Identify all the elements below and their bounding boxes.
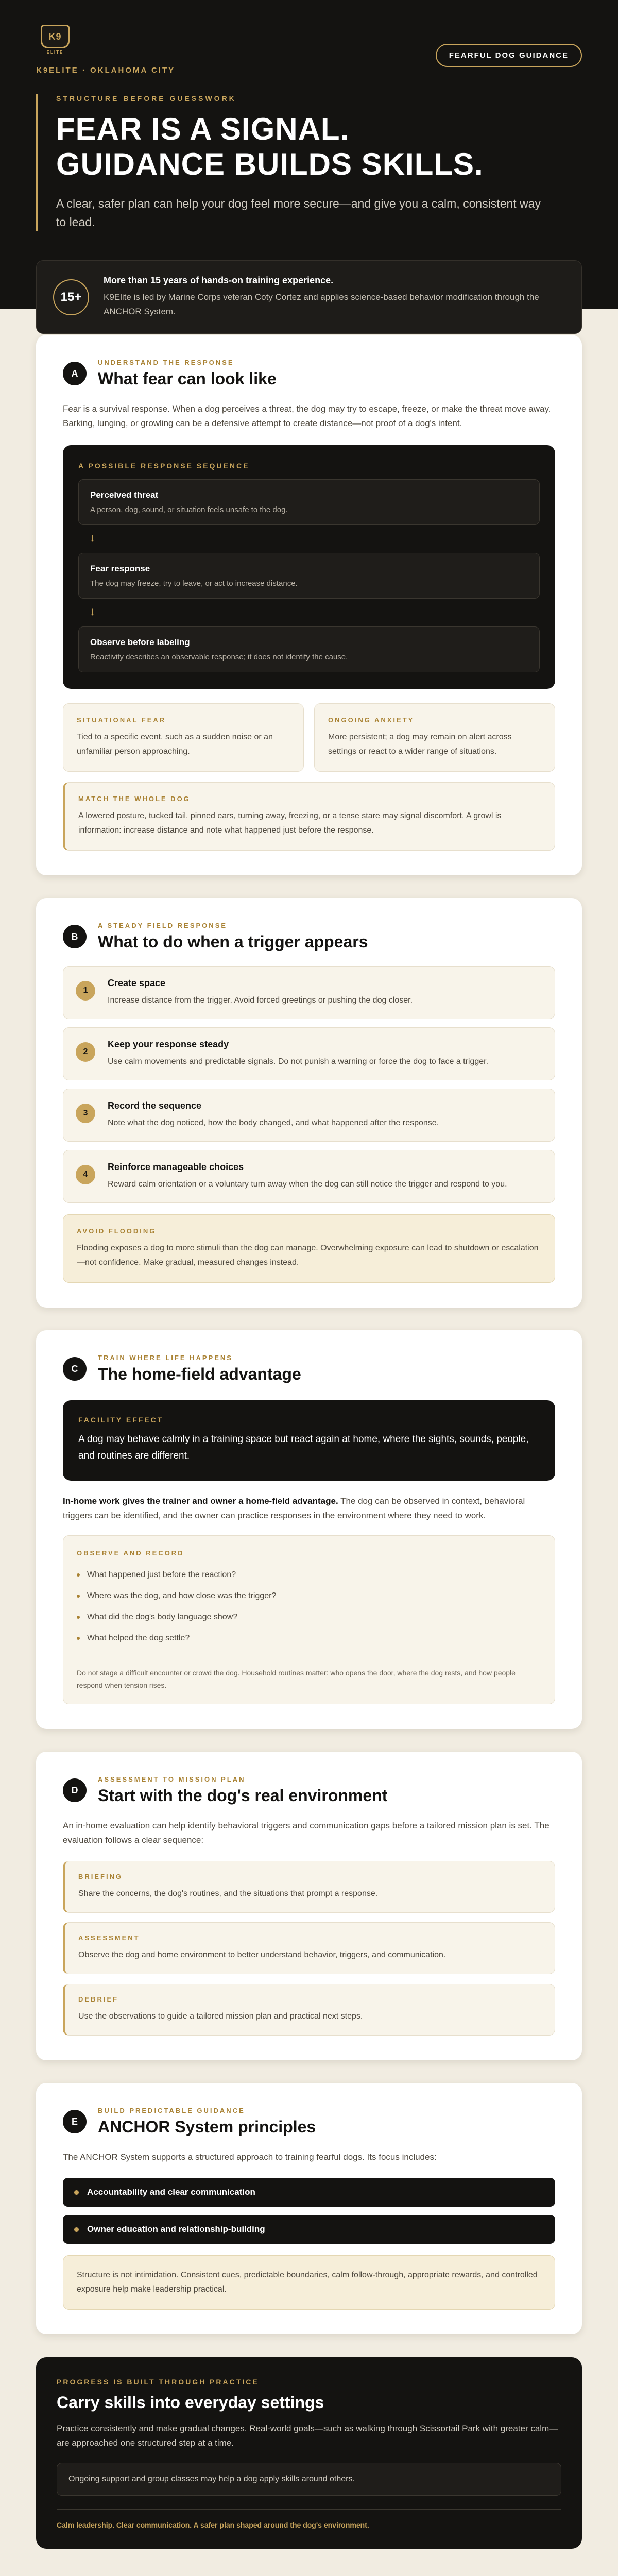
question-list (77, 1564, 541, 1649)
bullet-icon (74, 2227, 79, 2232)
section-c-letter: C (63, 1357, 87, 1381)
section-a-head (63, 359, 555, 388)
question-text: What did the dog's body language show? (87, 1612, 238, 1621)
question-text: What happened just before the reaction? (87, 1570, 236, 1579)
step-text: Reward calm orientation or a voluntary turn away when the dog can still notice the trigger and respond to you. (108, 1180, 507, 1189)
hero-title (56, 112, 582, 182)
ongoing-anxiety-text: More persistent; a dog may remain on alert across settings or react to a wider range of situations. (328, 733, 512, 756)
phase-text: Use the observations to guide a tailored mission plan and practical next steps. (78, 2012, 363, 2021)
sequence-step-text: A person, dog, sound, or situation feels unsafe to the dog. (90, 505, 288, 514)
home-field-strong: In-home work gives the trainer and owner a home-field advantage. (63, 1496, 338, 1506)
list-item (77, 1628, 541, 1649)
section-a-title: What fear can look like (98, 369, 277, 388)
section-d-letter: D (63, 1778, 87, 1802)
bullet-icon (74, 2190, 79, 2195)
experience-title: More than 15 years of hands-on training experience. (104, 275, 334, 285)
observe-record-card (63, 1535, 555, 1704)
section-b-eyebrow: A STEADY FIELD RESPONSE (98, 922, 228, 929)
final-eyebrow: PROGRESS IS BUILT THROUGH PRACTICE (57, 2378, 259, 2386)
list-item (77, 1564, 541, 1585)
principle-label: Owner education and relationship-building (87, 2224, 265, 2234)
sequence-step-text: The dog may freeze, try to leave, or act to increase distance. (90, 579, 298, 588)
observe-record-eyebrow: OBSERVE AND RECORD (77, 1549, 184, 1557)
section-d-head (63, 1775, 555, 1805)
step-body (108, 1100, 439, 1130)
principle-item (63, 2178, 555, 2207)
section-e-titles (98, 2107, 316, 2137)
observe-note: Do not stage a difficult encounter or crowd the dog. Household routines matter: who opens the door, where the dog rests, and how people respond when tension rises. (77, 1657, 541, 1691)
step-number: 1 (76, 981, 95, 1001)
phase-card-debrief (63, 1984, 555, 2036)
trigger-step (63, 966, 555, 1019)
brand-block (36, 21, 175, 75)
section-d-title: Start with the dog's real environment (98, 1786, 388, 1805)
logo-mark: K9 (41, 25, 70, 48)
ongoing-support-box: Ongoing support and group classes may help a dog apply skills around others. (57, 2463, 561, 2496)
step-body (108, 1039, 488, 1069)
years-badge: 15+ (53, 279, 89, 315)
question-text: What helped the dog settle? (87, 1633, 190, 1642)
principle-item (63, 2215, 555, 2244)
experience-body: K9Elite is led by Marine Corps veteran Coty Cortez and applies science-based behavior modification through the ANCHOR System. (104, 292, 539, 316)
section-everyday-settings (36, 2357, 582, 2549)
hero-eyebrow: STRUCTURE BEFORE GUESSWORK (56, 94, 236, 103)
step-text: Increase distance from the trigger. Avoid forced greetings or pushing the dog closer. (108, 996, 413, 1005)
step-number: 4 (76, 1165, 95, 1184)
step-body (108, 978, 413, 1007)
section-e-title: ANCHOR System principles (98, 2117, 316, 2136)
section-b-titles (98, 922, 368, 952)
hero-header (0, 0, 618, 316)
hero-title-line1: FEAR IS A SIGNAL. (56, 112, 350, 146)
section-c-eyebrow: TRAIN WHERE LIFE HAPPENS (98, 1354, 233, 1362)
trigger-step (63, 1150, 555, 1203)
logo-sub: ELITE (46, 50, 64, 55)
section-e-eyebrow: BUILD PREDICTABLE GUIDANCE (98, 2107, 245, 2114)
section-d-eyebrow: ASSESSMENT TO MISSION PLAN (98, 1775, 246, 1783)
avoid-flooding-card (63, 1214, 555, 1283)
step-text: Note what the dog noticed, how the body changed, and what happened after the response. (108, 1118, 439, 1127)
section-a-titles (98, 359, 277, 388)
situational-fear-eyebrow: SITUATIONAL FEAR (77, 716, 166, 724)
section-e-head (63, 2107, 555, 2137)
phase-eyebrow: DEBRIEF (78, 1995, 119, 2003)
sequence-step-text: Reactivity describes an observable response; it does not identify the cause. (90, 653, 348, 662)
experience-card (36, 260, 582, 334)
sequence-step (78, 626, 540, 672)
trigger-step (63, 1089, 555, 1142)
step-number: 3 (76, 1104, 95, 1123)
match-whole-dog-eyebrow: MATCH THE WHOLE DOG (78, 795, 191, 803)
section-c-head (63, 1354, 555, 1384)
bullet-icon (77, 1637, 80, 1640)
structure-note-card: Structure is not intimidation. Consistent cues, predictable boundaries, calm follow-through, appropriate rewards, and controlled exposure help make leadership practical. (63, 2255, 555, 2310)
section-e-letter: E (63, 2110, 87, 2133)
sequence-step-title: Perceived threat (90, 490, 159, 500)
arrow-down-icon: ↓ (90, 531, 95, 544)
sequence-eyebrow: A POSSIBLE RESPONSE SEQUENCE (78, 462, 250, 470)
bullet-icon (77, 1573, 80, 1577)
ongoing-anxiety-card (314, 703, 555, 772)
logo[interactable] (36, 21, 74, 59)
phase-text: Observe the dog and home environment to better understand behavior, triggers, and communication. (78, 1951, 446, 1959)
final-tagline: Calm leadership. Clear communication. A safer plan shaped around the dog's environment. (57, 2509, 561, 2529)
principle-label: Accountability and clear communication (87, 2187, 255, 2197)
response-sequence-panel (63, 445, 555, 689)
home-field-rest: The dog can be observed in context, behavioral triggers can be identified, and the owner can practice responses in the environment where they need to work. (63, 1496, 525, 1520)
list-item (77, 1606, 541, 1628)
phase-card-assessment (63, 1922, 555, 1974)
section-d-titles (98, 1775, 387, 1805)
section-e-intro: The ANCHOR System supports a structured approach to training fearful dogs. Its focus includes: (63, 2152, 437, 2162)
section-a-eyebrow: UNDERSTAND THE RESPONSE (98, 359, 234, 366)
section-c-title: The home-field advantage (98, 1365, 301, 1383)
facility-effect-eyebrow: FACILITY EFFECT (78, 1416, 164, 1424)
final-text: Practice consistently and make gradual changes. Real-world goals—such as walking through Scissortail Park with greater calm—are approached one structured step at a time. (57, 2424, 558, 2448)
situational-fear-text: Tied to a specific event, such as a sudden noise or an unfamiliar person approaching. (77, 733, 273, 756)
phase-eyebrow: ASSESSMENT (78, 1934, 140, 1942)
step-title: Keep your response steady (108, 1039, 229, 1049)
top-bar (36, 21, 582, 75)
step-body (108, 1162, 507, 1191)
brand-line: K9ELITE · OKLAHOMA CITY (36, 66, 176, 75)
sequence-step-title: Observe before labeling (90, 637, 190, 647)
section-c-titles (98, 1354, 301, 1384)
experience-text (104, 275, 565, 319)
step-title: Create space (108, 978, 166, 988)
section-trigger-response (36, 898, 582, 1308)
sequence-step (78, 553, 540, 599)
sequence-step (78, 479, 540, 525)
facility-effect-panel (63, 1400, 555, 1481)
step-text: Use calm movements and predictable signals. Do not punish a warning or force the dog to face a trigger. (108, 1057, 489, 1066)
avoid-flooding-text: Flooding exposes a dog to more stimuli than the dog can manage. Overwhelming exposure can lead to shutdown or escalation—not confidence. Make gradual, measured changes instead. (77, 1244, 539, 1267)
bullet-icon (77, 1595, 80, 1598)
step-title: Record the sequence (108, 1100, 202, 1111)
section-d-intro: An in-home evaluation can help identify behavioral triggers and communication gaps before a tailored mission plan is set. The evaluation follows a clear sequence: (63, 1821, 550, 1845)
section-c-intro (63, 1494, 555, 1523)
final-title: Carry skills into everyday settings (57, 2393, 324, 2412)
trigger-step (63, 1027, 555, 1080)
section-b-letter: B (63, 925, 87, 948)
section-b-title: What to do when a trigger appears (98, 933, 368, 951)
hero-title-line2: GUIDANCE BUILDS SKILLS. (56, 147, 484, 181)
question-text: Where was the dog, and how close was the trigger? (87, 1591, 277, 1600)
section-anchor-principles (36, 2083, 582, 2334)
bullet-icon (77, 1616, 80, 1619)
situational-fear-card (63, 703, 304, 772)
trigger-steps (63, 966, 555, 1203)
step-title: Reinforce manageable choices (108, 1162, 244, 1172)
sequence-step-title: Fear response (90, 564, 150, 573)
step-number: 2 (76, 1042, 95, 1062)
match-whole-dog-card (63, 782, 555, 851)
section-assessment (36, 1752, 582, 2060)
phase-text: Share the concerns, the dog's routines, and the situations that prompt a response. (78, 1889, 378, 1898)
hero-body (36, 94, 582, 231)
phase-eyebrow: BRIEFING (78, 1873, 123, 1880)
section-what-fear-looks-like (36, 335, 582, 875)
match-whole-dog-text: A lowered posture, tucked tail, pinned ears, turning away, freezing, or a tense stare may signal discomfort. A growl is information: increase distance and note what happened just before the response. (78, 811, 502, 835)
hero-text: A clear, safer plan can help your dog feel more secure—and give you a calm, consistent way to lead. (56, 197, 541, 229)
list-item (77, 1585, 541, 1606)
ongoing-anxiety-eyebrow: ONGOING ANXIETY (328, 716, 415, 724)
facility-effect-text: A dog may behave calmly in a training space but react again at home, where the sights, sounds, people, and routines are different. (78, 1434, 529, 1461)
section-home-field (36, 1330, 582, 1729)
section-a-intro: Fear is a survival response. When a dog perceives a threat, the dog may try to escape, freeze, or make the threat move away. Barking, lunging, or growling can be a defensive attempt to create distance—not proof of a dog's intent. (63, 404, 551, 428)
fear-types-row (63, 703, 555, 772)
phase-card-briefing (63, 1861, 555, 1913)
avoid-flooding-eyebrow: AVOID FLOODING (77, 1227, 157, 1235)
main-content (0, 309, 618, 2576)
arrow-down-icon: ↓ (90, 605, 95, 618)
section-a-letter: A (63, 362, 87, 385)
fearful-dog-guidance-button[interactable]: FEARFUL DOG GUIDANCE (436, 44, 582, 67)
section-b-head (63, 922, 555, 952)
